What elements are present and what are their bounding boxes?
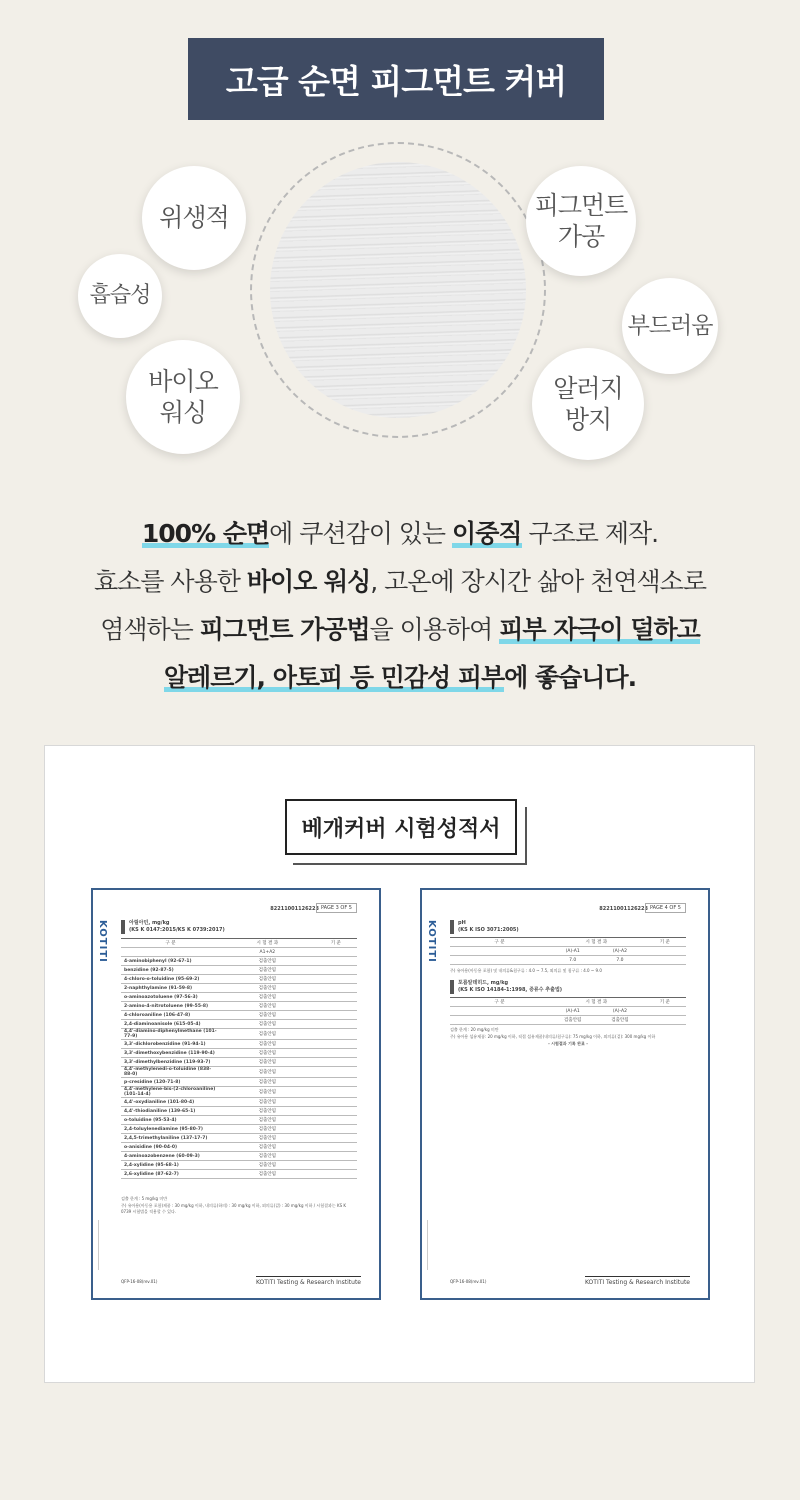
- feature-bubble-absorbent: 흡습성: [78, 254, 162, 338]
- criteria-value: [315, 1116, 357, 1125]
- criteria-value: [315, 1067, 357, 1078]
- criteria-value: [315, 1040, 357, 1049]
- table-row: [121, 1125, 357, 1134]
- section-title: 아릴아민, mg/kg: [129, 920, 170, 926]
- result-value: 검출안됨: [220, 957, 314, 966]
- table-row: [121, 1011, 357, 1020]
- description-text: 효소를 사용한: [94, 567, 247, 596]
- section-standard: (KS K 0147:2015/KS K 0739:2017): [129, 927, 225, 933]
- result-value: 검출안됨: [220, 1134, 314, 1143]
- page-indicator: PAGE 4 OF 5: [645, 903, 686, 913]
- criteria-value: [315, 1170, 357, 1179]
- feature-bubble-allergy: 알러지 방지: [532, 348, 644, 460]
- page-title: 고급 순면 피그먼트 커버: [188, 38, 604, 120]
- formaldehyde-note: 주) 유아용 섬유제품: 20 mg/kg 이하, 직접 섬유제품(내의류/침구류): 75 mg/kg 이하, 외의류(겉): 300 mg/kg 이하: [450, 1034, 656, 1039]
- criteria-value: [315, 1049, 357, 1058]
- section-marker: [450, 920, 454, 934]
- result-value: 검출안됨: [220, 1125, 314, 1134]
- substance-name: 2-naphthylamine (91-59-8): [121, 984, 220, 993]
- table-row: [121, 1107, 357, 1116]
- highlight-pigment: 피그먼트 가공법: [199, 615, 370, 644]
- col-empty: [315, 948, 357, 957]
- criteria-value: [315, 1134, 357, 1143]
- end-note: - 시험결과 기록 완료 -: [548, 1041, 588, 1046]
- description-text: , 고온에 장시간 삶아 천연색소로: [370, 567, 706, 596]
- col-criteria: 기 준: [644, 938, 686, 947]
- substance-name: 4,4'-methylenedi-o-toluidine (838-88-0): [121, 1067, 220, 1078]
- col-item: 구 분: [121, 939, 220, 948]
- institute-name: KOTITI Testing & Research Institute: [585, 1276, 690, 1286]
- detection-limit-note: 검출 한계 : 5 mg/kg 미만: [121, 1196, 168, 1201]
- substance-name: 3,3'-dichlorobenzidine (91-94-1): [121, 1040, 220, 1049]
- substance-name: 2,6-xylidine (87-62-7): [121, 1170, 220, 1179]
- highlight-sensitive-skin: 알레르기, 아토피 등 민감성 피부: [163, 663, 505, 692]
- description-text: 에 쿠션감이 있는: [269, 519, 453, 548]
- substance-name: 2,4,5-trimethylaniline (137-17-7): [121, 1134, 220, 1143]
- criteria-value: [315, 957, 357, 966]
- report-number: 82211001126223: [599, 906, 648, 912]
- criteria-value: [315, 1143, 357, 1152]
- cell-empty: [450, 947, 549, 956]
- highlight-double-weave: 이중직: [452, 519, 522, 548]
- cell-empty: [450, 1016, 549, 1025]
- highlight-bio-washing: 바이오 워싱: [246, 567, 371, 596]
- criteria-value: [315, 984, 357, 993]
- result-value: 검출안됨: [220, 966, 314, 975]
- formaldehyde-value-b: 검출안됨: [596, 1016, 643, 1025]
- page-indicator: PAGE 3 OF 5: [316, 903, 357, 913]
- section-title: pH: [458, 920, 466, 926]
- table-row: [121, 1134, 357, 1143]
- col-result: 시 험 결 과: [549, 998, 643, 1007]
- substance-name: 3,3'-dimethylbenzidine (119-93-7): [121, 1058, 220, 1067]
- highlight-less-irritation: 피부 자극이 덜하고: [499, 615, 700, 644]
- criteria-value: [315, 1161, 357, 1170]
- description-line-2: [0, 558, 800, 606]
- col-result: 시 험 결 과: [220, 939, 314, 948]
- criteria-value: [315, 1078, 357, 1087]
- side-mark: [98, 1220, 104, 1270]
- substance-name: 4-chloroaniline (106-47-8): [121, 1011, 220, 1020]
- result-value: 검출안됨: [220, 1020, 314, 1029]
- test-report-page-4: [420, 888, 710, 1300]
- section-marker: [450, 980, 454, 994]
- section-standard: (KS K ISO 3071:2005): [458, 927, 519, 933]
- section-marker: [121, 920, 125, 934]
- table-row: [121, 966, 357, 975]
- substance-name: o-aminoazotoluene (97-56-3): [121, 993, 220, 1002]
- result-value: 검출안됨: [220, 1087, 314, 1098]
- substance-name: 4,4'-diamino-diphenylmethane (101-77-9): [121, 1029, 220, 1040]
- table-row: [121, 1143, 357, 1152]
- description-line-4: [0, 654, 800, 702]
- form-code: QFP-16-08(rev.01): [121, 1279, 158, 1284]
- substance-name: 4,4'-methylene-bis-(2-chloroaniline) (101-14-4): [121, 1087, 220, 1098]
- institute-name: KOTITI Testing & Research Institute: [256, 1276, 361, 1286]
- table-row: [121, 1116, 357, 1125]
- result-value: 검출안됨: [220, 1067, 314, 1078]
- col-result: 시 험 결 과: [549, 938, 643, 947]
- table-row: [121, 1098, 357, 1107]
- result-value: 검출안됨: [220, 1058, 314, 1067]
- result-value: 검출안됨: [220, 1040, 314, 1049]
- table-row: [121, 1020, 357, 1029]
- substance-name: o-toluidine (95-53-4): [121, 1116, 220, 1125]
- report-number: 82211001126223: [270, 906, 319, 912]
- cell-empty: [644, 956, 686, 965]
- table-row: [121, 1161, 357, 1170]
- result-value: 검출안됨: [220, 993, 314, 1002]
- result-value: 검출안됨: [220, 1078, 314, 1087]
- substance-name: p-cresidine (120-71-8): [121, 1078, 220, 1087]
- substance-name: 3,3'-dimethoxybenzidine (119-90-4): [121, 1049, 220, 1058]
- criteria-value: [315, 1058, 357, 1067]
- feature-bubble-pigment: 피그먼트 가공: [526, 166, 636, 276]
- formaldehyde-table: [450, 997, 686, 1025]
- table-row: [121, 1087, 357, 1098]
- criteria-value: [315, 1002, 357, 1011]
- result-value: 검출안됨: [220, 1152, 314, 1161]
- certificate-title: 베개커버 시험성적서: [285, 799, 517, 855]
- cell-empty: [450, 1007, 549, 1016]
- criteria-value: [315, 1098, 357, 1107]
- col-empty: [121, 948, 220, 957]
- table-row: [121, 1049, 357, 1058]
- table-row: [121, 984, 357, 993]
- criteria-value: [315, 1020, 357, 1029]
- section-heading: [129, 920, 225, 934]
- col-item: 구 분: [450, 938, 549, 947]
- result-value: 검출안됨: [220, 975, 314, 984]
- description-text: 을 이용하여: [369, 615, 500, 644]
- criteria-value: [315, 1029, 357, 1040]
- description-text: 염색하는: [100, 615, 200, 644]
- table-row: [121, 993, 357, 1002]
- table-row: [121, 975, 357, 984]
- formaldehyde-value-a: 검출안됨: [549, 1016, 596, 1025]
- substance-name: 2,4-diaminoanisole (615-05-4): [121, 1020, 220, 1029]
- substance-name: 4-chloro-o-toluidine (95-69-2): [121, 975, 220, 984]
- sample-b-label: (A)-A2: [596, 947, 643, 956]
- result-value: 검출안됨: [220, 1143, 314, 1152]
- section-heading-formaldehyde: [458, 980, 562, 994]
- substance-name: 2,4-xylidine (95-68-1): [121, 1161, 220, 1170]
- description-line-1: [0, 510, 800, 558]
- table-row: [121, 957, 357, 966]
- description-text: 구조로 제작.: [521, 519, 659, 548]
- criteria-value: [315, 975, 357, 984]
- criteria-value: [315, 1107, 357, 1116]
- table-row: [121, 1002, 357, 1011]
- criteria-note: 주) 유아용(아동용 포함)제품 : 30 mg/kg 이하, 내의류(하의) : 30 mg/kg 이하, 외의류(겉) : 30 mg/kg 이하 / 시험결과는 KS K 0739 시험법을 적용할 수 있다.: [121, 1203, 347, 1214]
- result-value: 검출안됨: [220, 1002, 314, 1011]
- substance-name: 4,4'-thiodianiline (139-65-1): [121, 1107, 220, 1116]
- section-title: 포름알데히드, mg/kg: [458, 980, 509, 986]
- highlight-cotton: 100% 순면: [141, 519, 270, 548]
- col-item: 구 분: [450, 998, 549, 1007]
- section-heading-ph: [458, 920, 519, 934]
- feature-bubble-soft: 부드러움: [622, 278, 718, 374]
- substance-name: 2-amino-4-nitrotoluene (99-55-8): [121, 1002, 220, 1011]
- table-row: [121, 1029, 357, 1040]
- criteria-value: [315, 993, 357, 1002]
- arylamine-rows: [121, 957, 357, 1179]
- result-value: 검출안됨: [220, 1029, 314, 1040]
- criteria-value: [315, 1152, 357, 1161]
- criteria-value: [315, 966, 357, 975]
- product-description: [0, 510, 800, 702]
- substance-name: 4-aminobiphenyl (92-67-1): [121, 957, 220, 966]
- feature-bubble-hygienic: 위생적: [142, 166, 246, 270]
- col-sample: A1+A2: [220, 948, 314, 957]
- sample-a-label: (A)-A1: [549, 1007, 596, 1016]
- result-value: 검출안됨: [220, 984, 314, 993]
- cell-empty: [644, 1016, 686, 1025]
- description-text: 에 좋습니다.: [504, 663, 637, 692]
- result-value: 검출안됨: [220, 1116, 314, 1125]
- cell-empty: [450, 956, 549, 965]
- detection-limit-note: 검출 한계 : 20 mg/kg 미만: [450, 1027, 499, 1032]
- table-row: [121, 1058, 357, 1067]
- fabric-texture-image: [270, 162, 526, 418]
- certificate-panel: [44, 745, 755, 1383]
- table-row: [121, 1067, 357, 1078]
- table-row: [121, 1040, 357, 1049]
- substance-name: 2,4-toluylenediamine (95-80-7): [121, 1125, 220, 1134]
- result-value: 검출안됨: [220, 1011, 314, 1020]
- substance-name: o-anisidine (90-04-0): [121, 1143, 220, 1152]
- substance-name: 4,4'-oxydianiline (101-80-4): [121, 1098, 220, 1107]
- table-row: [121, 1170, 357, 1179]
- result-value: 검출안됨: [220, 1098, 314, 1107]
- kotiti-logo: KOTITI: [97, 920, 108, 963]
- cell-empty: [644, 1007, 686, 1016]
- sample-b-label: (A)-A2: [596, 1007, 643, 1016]
- criteria-value: [315, 1011, 357, 1020]
- form-code: QFP-16-08(rev.01): [450, 1279, 487, 1284]
- criteria-value: [315, 1125, 357, 1134]
- substance-name: benzidine (92-87-5): [121, 966, 220, 975]
- col-criteria: 기 준: [644, 998, 686, 1007]
- result-value: 검출안됨: [220, 1107, 314, 1116]
- sample-a-label: (A)-A1: [549, 947, 596, 956]
- ph-value-a: 7.0: [549, 956, 596, 965]
- cell-empty: [644, 947, 686, 956]
- side-mark: [427, 1220, 433, 1270]
- result-value: 검출안됨: [220, 1170, 314, 1179]
- criteria-value: [315, 1087, 357, 1098]
- kotiti-logo: KOTITI: [426, 920, 437, 963]
- ph-table: [450, 937, 686, 965]
- ph-note: 주) 유아용(아동용 포함) 및 내의류&침구류 : 4.0 ~ 7.5, 외의류 및 침구류 : 4.0 ~ 9.0: [450, 968, 602, 973]
- description-line-3: [0, 606, 800, 654]
- table-row: [121, 1152, 357, 1161]
- arylamine-table: [121, 938, 357, 1179]
- test-report-page-3: [91, 888, 381, 1300]
- ph-value-b: 7.0: [596, 956, 643, 965]
- result-value: 검출안됨: [220, 1049, 314, 1058]
- table-row: [121, 1078, 357, 1087]
- col-criteria: 기 준: [315, 939, 357, 948]
- feature-bubble-bio-washing: 바이오 워싱: [126, 340, 240, 454]
- section-standard: (KS K ISO 14184-1:1998, 증류수 추출법): [458, 987, 563, 993]
- substance-name: 4-aminoazobenzene (60-09-3): [121, 1152, 220, 1161]
- result-value: 검출안됨: [220, 1161, 314, 1170]
